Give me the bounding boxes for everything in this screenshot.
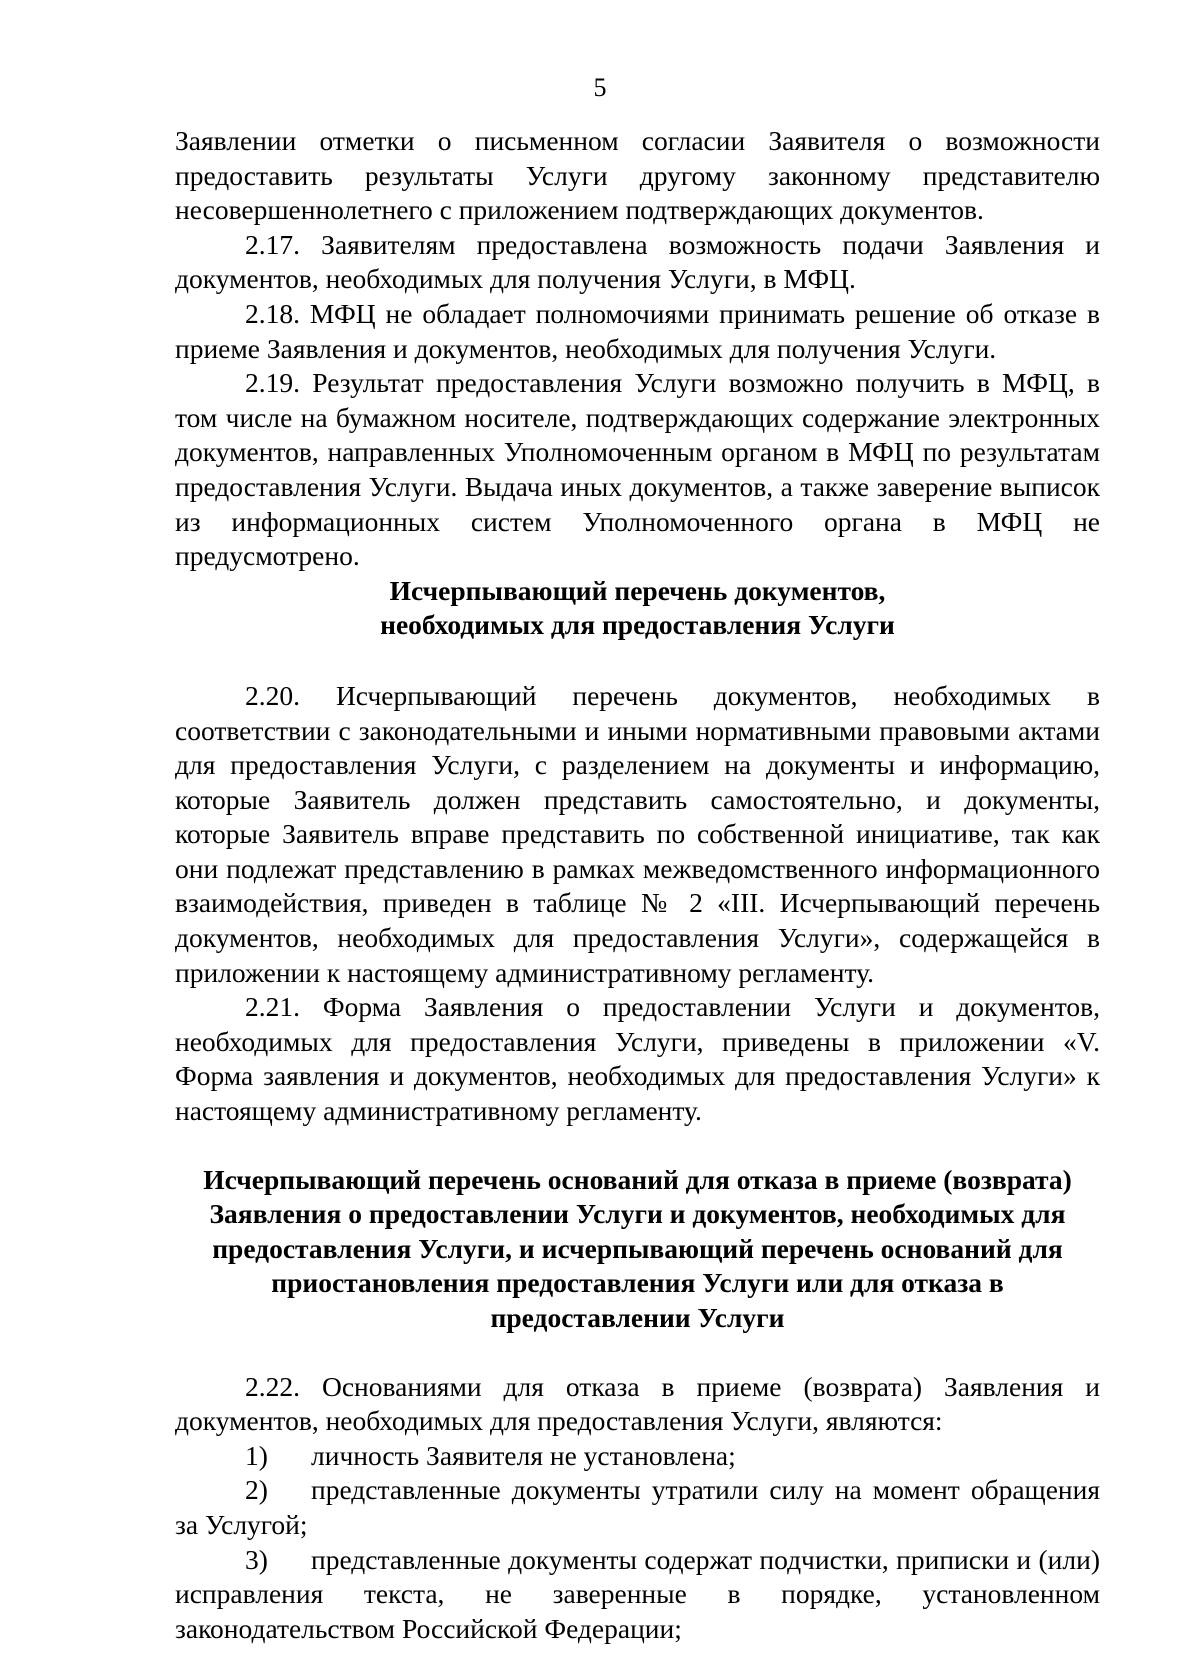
list-item-text: представленные документы утратили силу на момент обращения за Услугой; — [175, 1474, 1100, 1540]
list-item-number: 1) — [245, 1439, 268, 1471]
list-item-text: личность Заявителя не установлена; — [311, 1439, 736, 1471]
heading-line: приостановления предоставления Услуги или для отказа в — [271, 1267, 1004, 1299]
heading-line: Заявления о предоставлении Услуги и документов, необходимых для — [209, 1198, 1066, 1230]
list-item-number: 2) — [245, 1474, 268, 1506]
list-item — [175, 1543, 1100, 1647]
paragraph-2-20: 2.20. Исчерпывающий перечень документов, необходимых в соответствии с законодательными и иными нормативными правовыми актами для предоставления Услуги, с разделением на документы и информацию, которые Заявитель должен представить самостоятельно, и документы, которые Заявитель вправе представить по собственной инициативе, так как они подлежат представлению в рамках межведомственного информационного взаимодействия, приведен в таблице № 2 «III. Исчерпывающий перечень документов, необходимых для предоставления Услуги», содержащейся в приложении к настоящему административному регламенту. — [175, 679, 1100, 988]
paragraph-continuation: Заявлении отметки о письменном согласии Заявителя о возможности предоставить результаты Услуги другому законному представителю несовершеннолетнего с приложением подтверждающих документов. — [175, 125, 1100, 226]
spacer — [175, 1129, 1100, 1163]
paragraph-2-18: 2.18. МФЦ не обладает полномочиями принимать решение об отказе в приеме Заявления и документов, необходимых для получения Услуги. — [175, 297, 1100, 364]
page-number: 5 — [593, 73, 607, 102]
paragraph-2-21: 2.21. Форма Заявления о предоставлении Услуги и документов, необходимых для предоставления Услуги, приведены в приложении «V. Форма заявления и документов, необходимых для предоставления Услуги» к настоящему административному регламенту. — [175, 991, 1100, 1127]
heading-line: предоставления Услуги, и исчерпывающий перечень оснований для — [212, 1232, 1063, 1264]
section-heading-documents-list — [175, 574, 1100, 643]
document-body — [175, 124, 1100, 1646]
list-item — [175, 1439, 1100, 1474]
paragraph-2-22: 2.22. Основаниями для отказа в приеме (возврата) Заявления и документов, необходимых для предоставления Услуги, являются: — [175, 1370, 1100, 1437]
section-heading-refusal-grounds — [175, 1163, 1100, 1336]
heading-line: необходимых для предоставления Услуги — [380, 609, 895, 641]
paragraph-2-19: 2.19. Результат предоставления Услуги возможно получить в МФЦ, в том числе на бумажном носителе, подтверждающих содержание электронных документов, направленных Уполномоченным органом в МФЦ по результатам предоставления Услуги. Выдача иных документов, а также заверение выписок из информационных систем Уполномоченного органа в МФЦ не предусмотрено. — [175, 367, 1100, 572]
list-item-text: представленные документы содержат подчистки, приписки и (или) исправления текста, не заверенные в порядке, установленном законодательством Российской Федерации; — [175, 1543, 1100, 1644]
spacer — [175, 643, 1100, 679]
heading-line: Исчерпывающий перечень оснований для отказа в приеме (возврата) — [203, 1163, 1072, 1195]
spacer — [175, 1336, 1100, 1370]
list-item — [175, 1473, 1100, 1542]
paragraph-2-17: 2.17. Заявителям предоставлена возможность подачи Заявления и документов, необходимых для получения Услуги, в МФЦ. — [175, 228, 1100, 295]
heading-line: Исчерпывающий перечень документов, — [389, 574, 886, 606]
heading-line: предоставлении Услуги — [490, 1302, 785, 1333]
list-item-number: 3) — [245, 1543, 268, 1575]
